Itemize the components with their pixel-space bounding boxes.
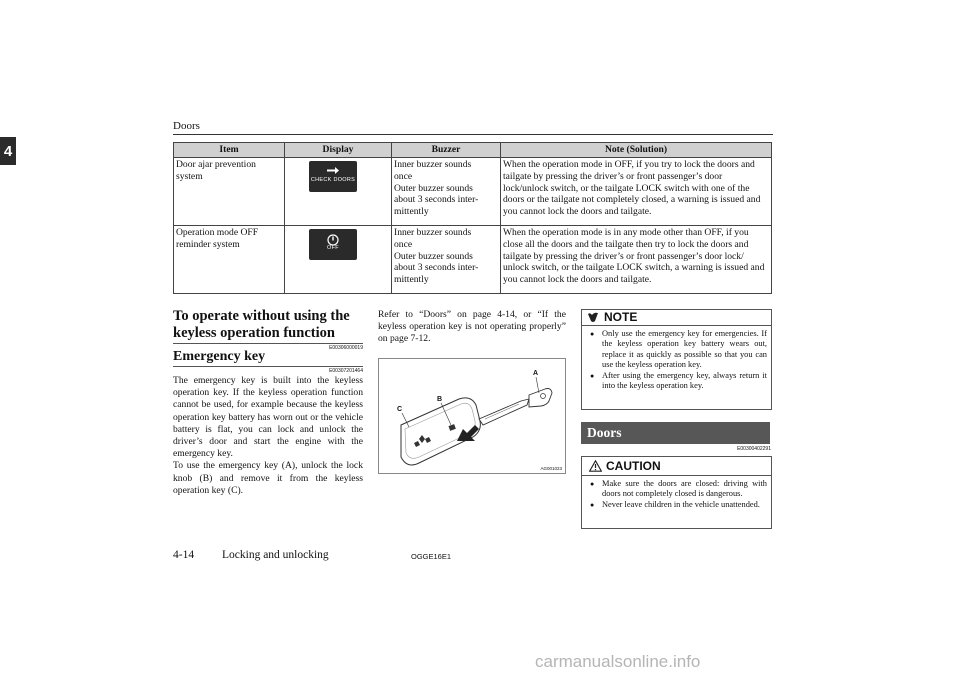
header-rule [173,134,773,135]
buzzer-line: Inner buzzer sounds [394,227,472,238]
key-figure [378,358,566,474]
running-header: Doors [173,120,200,132]
table-header-row [174,143,772,158]
display-label: OFF [327,245,339,252]
column-header-item: Item [174,143,285,158]
note-box [581,309,772,410]
section-rule [173,343,363,344]
list-item: ● Make sure the doors are closed: driving with doors not completely closed is dangerous. [602,479,767,500]
doors-section-code: E00300402291 [737,446,771,452]
footer-page-number: 4-14 [173,549,195,561]
buzzer-line: once [394,238,413,250]
doors-section-title: Doors [581,422,770,444]
row-buzzer [392,226,501,294]
caution-list [582,476,771,510]
buzzer-line: mittently [394,274,429,286]
row-note: When the operation mode in OFF, if you try to lock the doors and tailgate by pressing the driver’s or front passenger’s door lock/unlock switch, or the tailgate LOCK switch with one of the doors or the tailgate not completely closed, a warning is issued and you cannot lock the doors and tailgate. [501,158,772,226]
display-check-doors [309,161,357,192]
section-code: E00306000019 [329,345,363,351]
callout-label-b: B [437,396,443,403]
note-heading [582,310,771,326]
caution-heading-text: CAUTION [606,459,661,473]
footer-section-name: Locking and unlocking [222,549,329,561]
subsection-code: E00307201464 [329,368,363,374]
callout-label-a: A [533,370,539,377]
row-item: Door ajar prevention system [174,158,285,226]
reference-text: Refer to “Doors” on page 4-14, or “If the keyless operation key is not operating properly” on page 7-12. [378,309,566,345]
column-header-note: Note (Solution) [501,143,772,158]
buzzer-line: Inner buzzer sounds [394,159,472,170]
paragraph-emergency-key: The emergency key is built into the keyless operation key. If the keyless operation function cannot be used, for example because the keyless operation key battery has worn out or the vehicle battery is flat, you can lock and unlock the driver’s door and start the engine with the emergency key. [173,375,363,460]
note-heading-text: NOTE [604,310,638,324]
subsection-title: Emergency key [173,349,266,364]
row-buzzer [392,158,501,226]
watermark: carmanualsonline.info [535,652,701,671]
caution-box [581,456,772,529]
column-header-buzzer: Buzzer [392,143,501,158]
display-label: CHECK DOORS [310,177,356,184]
buzzer-line: Outer buzzer sounds [394,250,473,262]
warning-table [173,142,772,294]
list-item: ● Never leave children in the vehicle unattended. [602,500,767,510]
table-row [174,226,772,294]
buzzer-line: Outer buzzer sounds [394,182,473,194]
paragraph-usage: To use the emergency key (A), unlock the lock knob (B) and remove it from the keyless operation key (C). [173,460,363,496]
caution-heading [582,457,771,476]
footer-code: OGGE16E1 [411,552,452,561]
note-check-icon [587,312,599,323]
buzzer-line: once [394,170,413,182]
section-title: To operate without using the keyless operation function [173,308,350,341]
buzzer-line: about 3 seconds inter- [394,194,479,206]
chapter-tab: 4 [0,137,16,165]
note-list [582,326,771,391]
buzzer-line: about 3 seconds inter- [394,262,479,274]
callout-label-c: C [397,406,403,413]
list-item: ● After using the emergency key, always return it into the keyless operation key. [602,371,767,392]
row-display [285,226,392,294]
column-header-display: Display [285,143,392,158]
warning-triangle-icon [589,460,602,472]
body-paragraph [173,375,363,497]
buzzer-line: mittently [394,206,429,218]
keyless-key-illustration [379,359,565,473]
table-row [174,158,772,226]
row-display [285,158,392,226]
display-off [309,229,357,260]
list-item: ● Only use the emergency key for emergencies. If the keyless operation key battery wears out, replace it as quickly as possible so that you can use the keyless operation key. [602,329,767,371]
figure-code: AG001023 [540,466,562,471]
row-note: When the operation mode is in any mode other than OFF, if you close all the doors and the tailgate then try to lock the doors and tailgate by pressing the driver’s or front passenger’s door lock/ unlock switch, or the tailgate LOCK switch, a warning is issued and you cannot lock the doors and tailgate. [501,226,772,294]
row-item: Operation mode OFF reminder system [174,226,285,294]
subsection-rule [173,366,363,367]
